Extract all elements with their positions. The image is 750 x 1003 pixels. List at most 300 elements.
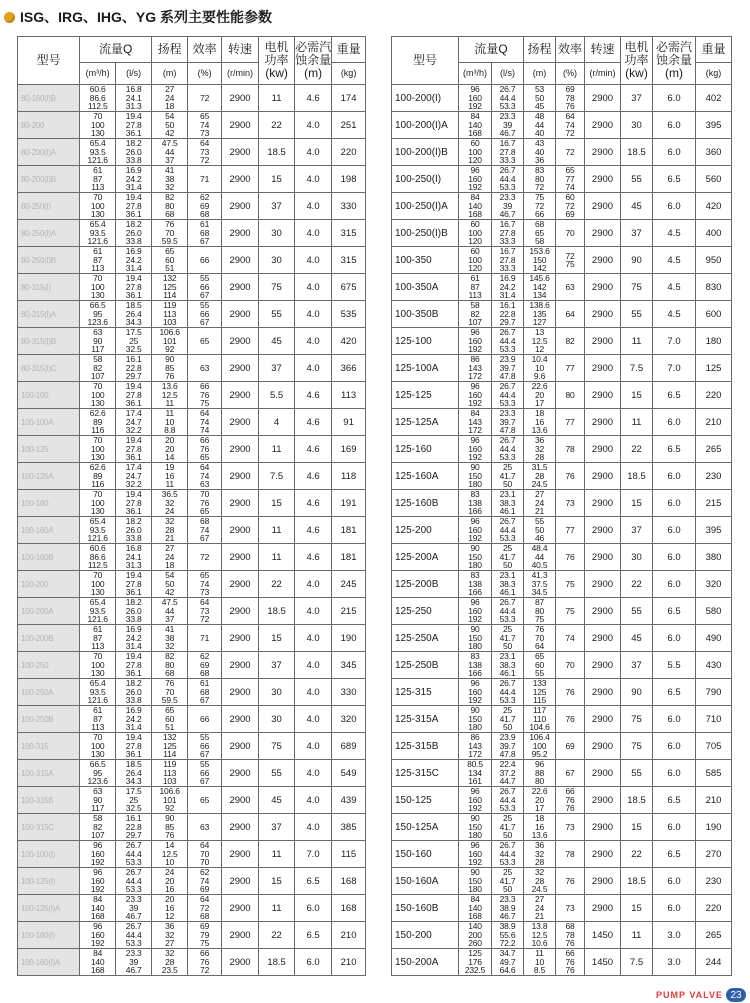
cell-flow-m3h: 65.4 93.5 121.6 xyxy=(80,517,116,544)
cell-power: 45 xyxy=(259,328,295,355)
cell-power: 15 xyxy=(621,490,653,517)
header-npsh-unit: (m) xyxy=(665,66,683,80)
cell-power: 22 xyxy=(259,922,295,949)
cell-npsh: 6.5 xyxy=(653,841,696,868)
cell-head: 48.4 44 40.5 xyxy=(524,544,556,571)
cell-head: 24 20 16 xyxy=(152,868,188,895)
cell-flow-ls: 26.7 44.4 53.3 xyxy=(492,598,524,625)
cell-efficiency: 76 xyxy=(556,463,585,490)
cell-flow-ls: 23.3 39 46.7 xyxy=(492,193,524,220)
cell-efficiency: 65 xyxy=(188,328,222,355)
cell-weight: 360 xyxy=(696,139,732,166)
cell-flow-ls: 23.3 38.9 46.7 xyxy=(492,895,524,922)
cell-model: 100-315A xyxy=(18,760,80,787)
cell-npsh: 6.0 xyxy=(653,409,696,436)
cell-model: 150-160B xyxy=(392,895,459,922)
header-weight-unit: (kg) xyxy=(332,63,366,85)
cell-power: 11 xyxy=(621,922,653,949)
cell-weight: 265 xyxy=(696,436,732,463)
cell-npsh: 4.0 xyxy=(295,247,332,274)
cell-flow-m3h: 65.4 93.5 121.6 xyxy=(80,139,116,166)
cell-flow-m3h: 96 160 192 xyxy=(459,85,492,112)
cell-efficiency: 64 73 72 xyxy=(188,598,222,625)
header-power-label: 电机功率 xyxy=(624,40,649,67)
cell-flow-m3h: 61 87 113 xyxy=(80,247,116,274)
cell-head: 27 24 18 xyxy=(152,85,188,112)
cell-npsh: 4.6 xyxy=(295,382,332,409)
cell-efficiency: 71 xyxy=(188,166,222,193)
cell-weight: 230 xyxy=(696,868,732,895)
cell-efficiency: 72 xyxy=(188,544,222,571)
cell-model: 80-250(I)B xyxy=(18,247,80,274)
cell-weight: 402 xyxy=(696,85,732,112)
cell-flow-ls: 17.4 24.7 32.2 xyxy=(116,409,152,436)
cell-speed: 2900 xyxy=(221,652,258,679)
cell-npsh: 6.0 xyxy=(653,706,696,733)
cell-model: 125-200A xyxy=(392,544,459,571)
cell-flow-ls: 25 41.7 50 xyxy=(492,463,524,490)
cell-flow-ls: 26.7 44.4 53.3 xyxy=(492,85,524,112)
cell-flow-ls: 19.4 27.8 36.1 xyxy=(116,382,152,409)
header-head-unit: (m) xyxy=(524,63,556,85)
cell-flow-m3h: 125 176 232.5 xyxy=(459,949,492,976)
cell-model: 125-315C xyxy=(392,760,459,787)
cell-npsh: 6.0 xyxy=(653,112,696,139)
cell-weight: 689 xyxy=(332,733,366,760)
cell-efficiency: 61 68 67 xyxy=(188,679,222,706)
cell-efficiency: 68 78 76 xyxy=(556,922,585,949)
cell-npsh: 4.0 xyxy=(295,598,332,625)
cell-flow-ls: 19.4 27.8 36.1 xyxy=(116,112,152,139)
cell-flow-ls: 16.9 24.2 31.4 xyxy=(116,706,152,733)
cell-efficiency: 62 69 68 xyxy=(188,193,222,220)
cell-speed: 1450 xyxy=(585,949,621,976)
cell-efficiency: 66 xyxy=(188,706,222,733)
cell-speed: 2900 xyxy=(585,409,621,436)
cell-npsh: 6.0 xyxy=(653,895,696,922)
cell-flow-m3h: 70 100 130 xyxy=(80,436,116,463)
cell-flow-ls: 26.7 44.4 53.3 xyxy=(492,436,524,463)
cell-head: 41.3 37.5 34.5 xyxy=(524,571,556,598)
cell-speed: 2900 xyxy=(221,139,258,166)
cell-flow-m3h: 86 143 172 xyxy=(459,733,492,760)
cell-speed: 2900 xyxy=(585,760,621,787)
cell-weight: 549 xyxy=(332,760,366,787)
cell-head: 27 24 18 xyxy=(152,544,188,571)
cell-power: 37 xyxy=(621,85,653,112)
cell-flow-ls: 16.7 27.8 33.3 xyxy=(492,139,524,166)
cell-efficiency: 66 76 65 xyxy=(188,436,222,463)
table-row xyxy=(18,463,366,490)
cell-speed: 2900 xyxy=(221,301,258,328)
cell-npsh: 4.0 xyxy=(295,274,332,301)
cell-head: 133 125 115 xyxy=(524,679,556,706)
cell-npsh: 4.0 xyxy=(295,571,332,598)
cell-flow-m3h: 70 100 130 xyxy=(80,274,116,301)
cell-speed: 2900 xyxy=(585,625,621,652)
cell-flow-ls: 16.8 24.1 31.3 xyxy=(116,544,152,571)
cell-flow-m3h: 70 100 130 xyxy=(80,652,116,679)
cell-flow-ls: 19.4 27.8 36.1 xyxy=(116,652,152,679)
cell-flow-m3h: 70 100 130 xyxy=(80,193,116,220)
table-row xyxy=(392,166,732,193)
cell-weight: 560 xyxy=(696,166,732,193)
cell-efficiency: 78 xyxy=(556,841,585,868)
table-row xyxy=(18,274,366,301)
cell-efficiency: 70 76 65 xyxy=(188,490,222,517)
cell-weight: 585 xyxy=(696,760,732,787)
cell-flow-ls: 17.5 25 32.5 xyxy=(116,328,152,355)
cell-speed: 2900 xyxy=(585,85,621,112)
cell-flow-ls: 23.3 39 46.7 xyxy=(116,895,152,922)
table-row xyxy=(18,949,366,976)
cell-efficiency: 69 78 76 xyxy=(556,85,585,112)
cell-model: 150-200A xyxy=(392,949,459,976)
cell-efficiency: 63 xyxy=(188,355,222,382)
cell-weight: 168 xyxy=(332,868,366,895)
header-npsh-label: 必需汽蚀余量 xyxy=(295,40,332,67)
cell-power: 55 xyxy=(259,760,295,787)
cell-model: 100-250B xyxy=(18,706,80,733)
cell-flow-m3h: 84 140 168 xyxy=(80,895,116,922)
cell-power: 18.5 xyxy=(259,949,295,976)
table-row xyxy=(18,841,366,868)
cell-flow-ls: 23.1 38.3 46.1 xyxy=(492,490,524,517)
cell-model: 100-250A xyxy=(18,679,80,706)
cell-model: 100-125 xyxy=(18,436,80,463)
cell-power: 15 xyxy=(259,868,295,895)
cell-flow-m3h: 96 160 192 xyxy=(459,166,492,193)
cell-flow-ls: 16.7 27.8 33.3 xyxy=(492,220,524,247)
cell-speed: 2900 xyxy=(221,463,258,490)
cell-flow-ls: 26.7 44.4 53.3 xyxy=(492,787,524,814)
cell-npsh: 6.0 xyxy=(653,625,696,652)
cell-model: 125-200B xyxy=(392,571,459,598)
cell-weight: 315 xyxy=(332,247,366,274)
cell-power: 37 xyxy=(621,517,653,544)
cell-speed: 2900 xyxy=(221,85,258,112)
header-power xyxy=(621,37,653,85)
cell-flow-ls: 16.9 24.2 31.4 xyxy=(116,166,152,193)
cell-power: 18.5 xyxy=(621,139,653,166)
cell-power: 4 xyxy=(259,409,295,436)
cell-npsh: 4.0 xyxy=(295,760,332,787)
cell-flow-m3h: 58 82 107 xyxy=(459,301,492,328)
cell-efficiency: 64 74 74 xyxy=(188,409,222,436)
cell-head: 106.4 100 95.2 xyxy=(524,733,556,760)
cell-flow-m3h: 96 160 192 xyxy=(459,841,492,868)
cell-head: 27 24 21 xyxy=(524,895,556,922)
cell-speed: 2900 xyxy=(221,787,258,814)
cell-power: 15 xyxy=(259,490,295,517)
table-row xyxy=(18,706,366,733)
table-row xyxy=(392,652,732,679)
table-row xyxy=(18,679,366,706)
cell-head: 132 125 114 xyxy=(152,274,188,301)
cell-npsh: 4.6 xyxy=(295,517,332,544)
cell-model: 125-315B xyxy=(392,733,459,760)
cell-model: 125-160B xyxy=(392,490,459,517)
cell-weight: 220 xyxy=(696,895,732,922)
cell-npsh: 4.0 xyxy=(295,355,332,382)
table-row xyxy=(18,652,366,679)
cell-power: 37 xyxy=(259,193,295,220)
cell-weight: 230 xyxy=(696,463,732,490)
table-row xyxy=(18,139,366,166)
cell-efficiency: 65 74 73 xyxy=(188,571,222,598)
cell-weight: 125 xyxy=(696,355,732,382)
cell-weight: 320 xyxy=(332,706,366,733)
cell-head: 22.6 20 17 xyxy=(524,382,556,409)
cell-head: 41 38 32 xyxy=(152,166,188,193)
cell-model: 100-100 xyxy=(18,382,80,409)
cell-model: 125-100 xyxy=(392,328,459,355)
cell-weight: 580 xyxy=(696,598,732,625)
cell-speed: 2900 xyxy=(585,301,621,328)
cell-npsh: 4.5 xyxy=(653,301,696,328)
cell-head: 47.5 44 37 xyxy=(152,139,188,166)
cell-flow-ls: 23.1 38.3 46.1 xyxy=(492,571,524,598)
cell-efficiency: 73 xyxy=(556,490,585,517)
cell-npsh: 6.0 xyxy=(653,85,696,112)
cell-model: 80-160(I)B xyxy=(18,85,80,112)
cell-efficiency: 65 xyxy=(188,787,222,814)
cell-speed: 2900 xyxy=(585,112,621,139)
cell-speed: 2900 xyxy=(221,220,258,247)
cell-flow-m3h: 63 90 117 xyxy=(80,328,116,355)
cell-speed: 2900 xyxy=(585,841,621,868)
header-power xyxy=(259,37,295,85)
cell-weight: 490 xyxy=(696,625,732,652)
cell-efficiency: 61 68 67 xyxy=(188,220,222,247)
cell-weight: 395 xyxy=(696,112,732,139)
cell-speed: 2900 xyxy=(221,733,258,760)
cell-npsh: 6.0 xyxy=(653,463,696,490)
table-row xyxy=(392,463,732,490)
header-power-label: 电机功率 xyxy=(264,40,289,67)
cell-power: 7.5 xyxy=(621,949,653,976)
cell-head: 82 80 68 xyxy=(152,652,188,679)
cell-flow-ls: 25 41.7 50 xyxy=(492,625,524,652)
cell-npsh: 6.0 xyxy=(295,949,332,976)
cell-efficiency: 62 69 68 xyxy=(188,652,222,679)
page-number-badge: 23 xyxy=(726,988,746,1002)
cell-speed: 2900 xyxy=(585,598,621,625)
cell-npsh: 3.0 xyxy=(653,949,696,976)
cell-weight: 270 xyxy=(696,841,732,868)
cell-speed: 2900 xyxy=(221,166,258,193)
table-row xyxy=(392,787,732,814)
cell-flow-m3h: 80.5 134 161 xyxy=(459,760,492,787)
table-row xyxy=(18,436,366,463)
table-row xyxy=(18,571,366,598)
cell-flow-m3h: 96 160 192 xyxy=(459,328,492,355)
cell-speed: 2900 xyxy=(221,868,258,895)
cell-power: 55 xyxy=(621,598,653,625)
cell-power: 55 xyxy=(259,301,295,328)
cell-flow-m3h: 96 160 192 xyxy=(80,841,116,868)
cell-speed: 2900 xyxy=(585,868,621,895)
header-weight: 重量 xyxy=(696,37,732,63)
cell-model: 100-160 xyxy=(18,490,80,517)
cell-model: 125-125 xyxy=(392,382,459,409)
cell-head: 65 60 51 xyxy=(152,247,188,274)
cell-head: 55 50 46 xyxy=(524,517,556,544)
cell-power: 22 xyxy=(259,112,295,139)
header-power-unit: (kw) xyxy=(625,66,648,80)
cell-efficiency: 66 76 72 xyxy=(188,949,222,976)
cell-weight: 600 xyxy=(696,301,732,328)
cell-flow-ls: 16.1 22.8 29.7 xyxy=(116,355,152,382)
cell-model: 100-100(I) xyxy=(18,841,80,868)
cell-npsh: 6.0 xyxy=(653,544,696,571)
cell-efficiency: 78 xyxy=(556,436,585,463)
cell-head: 83 80 72 xyxy=(524,166,556,193)
cell-flow-m3h: 60.6 86.6 112.5 xyxy=(80,85,116,112)
cell-weight: 535 xyxy=(332,301,366,328)
cell-efficiency: 70 xyxy=(556,652,585,679)
cell-model: 100-350A xyxy=(392,274,459,301)
cell-efficiency: 66 xyxy=(188,247,222,274)
cell-weight: 215 xyxy=(696,490,732,517)
cell-efficiency: 69 79 75 xyxy=(188,922,222,949)
cell-weight: 950 xyxy=(696,247,732,274)
cell-npsh: 6.0 xyxy=(653,490,696,517)
header-speed-unit: (r/min) xyxy=(221,63,258,85)
cell-head: 27 24 21 xyxy=(524,490,556,517)
cell-head: 75 72 66 xyxy=(524,193,556,220)
cell-head: 48 44 40 xyxy=(524,112,556,139)
cell-head: 96 88 80 xyxy=(524,760,556,787)
table-row xyxy=(392,274,732,301)
cell-flow-ls: 19.4 27.8 36.1 xyxy=(116,193,152,220)
cell-speed: 2900 xyxy=(585,139,621,166)
cell-model: 100-200A xyxy=(18,598,80,625)
cell-model: 125-315A xyxy=(392,706,459,733)
cell-speed: 2900 xyxy=(585,328,621,355)
cell-weight: 330 xyxy=(332,193,366,220)
cell-head: 106.6 101 92 xyxy=(152,787,188,814)
cell-npsh: 4.0 xyxy=(295,328,332,355)
cell-head: 32 28 23.5 xyxy=(152,949,188,976)
table-row xyxy=(18,85,366,112)
cell-npsh: 4.0 xyxy=(295,679,332,706)
cell-weight: 190 xyxy=(332,625,366,652)
cell-flow-ls: 19.4 27.8 36.1 xyxy=(116,490,152,517)
cell-efficiency: 72 75 xyxy=(556,247,585,274)
cell-flow-m3h: 70 100 130 xyxy=(80,490,116,517)
cell-speed: 1450 xyxy=(585,922,621,949)
cell-model: 100-200(I) xyxy=(392,85,459,112)
cell-npsh: 6.0 xyxy=(653,760,696,787)
cell-head: 13.8 12.5 10.6 xyxy=(524,922,556,949)
table-row xyxy=(392,814,732,841)
cell-weight: 265 xyxy=(696,922,732,949)
cell-flow-ls: 26.7 44.4 53.3 xyxy=(492,382,524,409)
header-eff-unit: (%) xyxy=(556,63,585,85)
cell-model: 80-315(I) xyxy=(18,274,80,301)
cell-weight: 220 xyxy=(332,139,366,166)
header-flow-m3h: (m³/h) xyxy=(80,63,116,85)
cell-flow-m3h: 60 100 120 xyxy=(459,220,492,247)
cell-weight: 430 xyxy=(696,652,732,679)
table-row xyxy=(392,436,732,463)
cell-speed: 2900 xyxy=(221,760,258,787)
cell-npsh: 4.0 xyxy=(295,112,332,139)
cell-weight: 210 xyxy=(332,949,366,976)
cell-efficiency: 75 xyxy=(556,571,585,598)
cell-power: 22 xyxy=(621,841,653,868)
cell-flow-ls: 16.1 22.8 29.7 xyxy=(492,301,524,328)
cell-model: 125-250 xyxy=(392,598,459,625)
cell-weight: 118 xyxy=(332,463,366,490)
cell-efficiency: 66 76 75 xyxy=(188,382,222,409)
cell-power: 11 xyxy=(259,841,295,868)
cell-flow-ls: 34.7 49.7 64.6 xyxy=(492,949,524,976)
cell-efficiency: 55 66 67 xyxy=(188,301,222,328)
cell-efficiency: 72 xyxy=(188,85,222,112)
cell-flow-m3h: 84 140 168 xyxy=(80,949,116,976)
cell-npsh: 6.0 xyxy=(653,571,696,598)
cell-head: 10.4 10 9.6 xyxy=(524,355,556,382)
table-row xyxy=(392,895,732,922)
cell-flow-m3h: 140 200 260 xyxy=(459,922,492,949)
header-weight-unit: (kg) xyxy=(696,63,732,85)
cell-efficiency: 66 76 76 xyxy=(556,949,585,976)
table-row xyxy=(18,625,366,652)
cell-speed: 2900 xyxy=(585,787,621,814)
cell-efficiency: 82 xyxy=(556,328,585,355)
cell-power: 15 xyxy=(259,166,295,193)
cell-flow-ls: 26.7 44.4 53.3 xyxy=(492,841,524,868)
cell-model: 100-250(I) xyxy=(392,166,459,193)
cell-head: 153.6 150 142 xyxy=(524,247,556,274)
cell-power: 22 xyxy=(621,571,653,598)
table-row xyxy=(18,598,366,625)
cell-npsh: 4.6 xyxy=(295,436,332,463)
cell-npsh: 6.5 xyxy=(295,868,332,895)
cell-flow-m3h: 60.6 86.6 112.5 xyxy=(80,544,116,571)
header-eff-unit: (%) xyxy=(188,63,222,85)
table-row xyxy=(18,895,366,922)
cell-flow-m3h: 65.4 93.5 121.6 xyxy=(80,220,116,247)
cell-npsh: 6.0 xyxy=(653,868,696,895)
cell-flow-m3h: 96 160 192 xyxy=(80,868,116,895)
cell-flow-m3h: 90 150 180 xyxy=(459,868,492,895)
cell-speed: 2900 xyxy=(585,436,621,463)
cell-power: 55 xyxy=(621,301,653,328)
cell-efficiency: 77 xyxy=(556,517,585,544)
cell-speed: 2900 xyxy=(221,814,258,841)
cell-flow-m3h: 83 138 166 xyxy=(459,571,492,598)
cell-power: 55 xyxy=(621,166,653,193)
cell-flow-ls: 18.2 26.0 33.8 xyxy=(116,139,152,166)
cell-head: 132 125 114 xyxy=(152,733,188,760)
cell-efficiency: 62 74 69 xyxy=(188,868,222,895)
cell-flow-m3h: 70 100 130 xyxy=(80,112,116,139)
cell-model: 150-200 xyxy=(392,922,459,949)
cell-efficiency: 77 xyxy=(556,409,585,436)
cell-speed: 2900 xyxy=(585,733,621,760)
cell-flow-ls: 26.7 44.4 53.3 xyxy=(116,841,152,868)
cell-flow-m3h: 83 138 166 xyxy=(459,652,492,679)
cell-weight: 210 xyxy=(332,922,366,949)
cell-efficiency: 64 73 72 xyxy=(188,139,222,166)
header-speed: 转速 xyxy=(585,37,621,63)
cell-power: 37 xyxy=(621,220,653,247)
cell-flow-m3h: 90 150 180 xyxy=(459,625,492,652)
cell-power: 55 xyxy=(621,760,653,787)
